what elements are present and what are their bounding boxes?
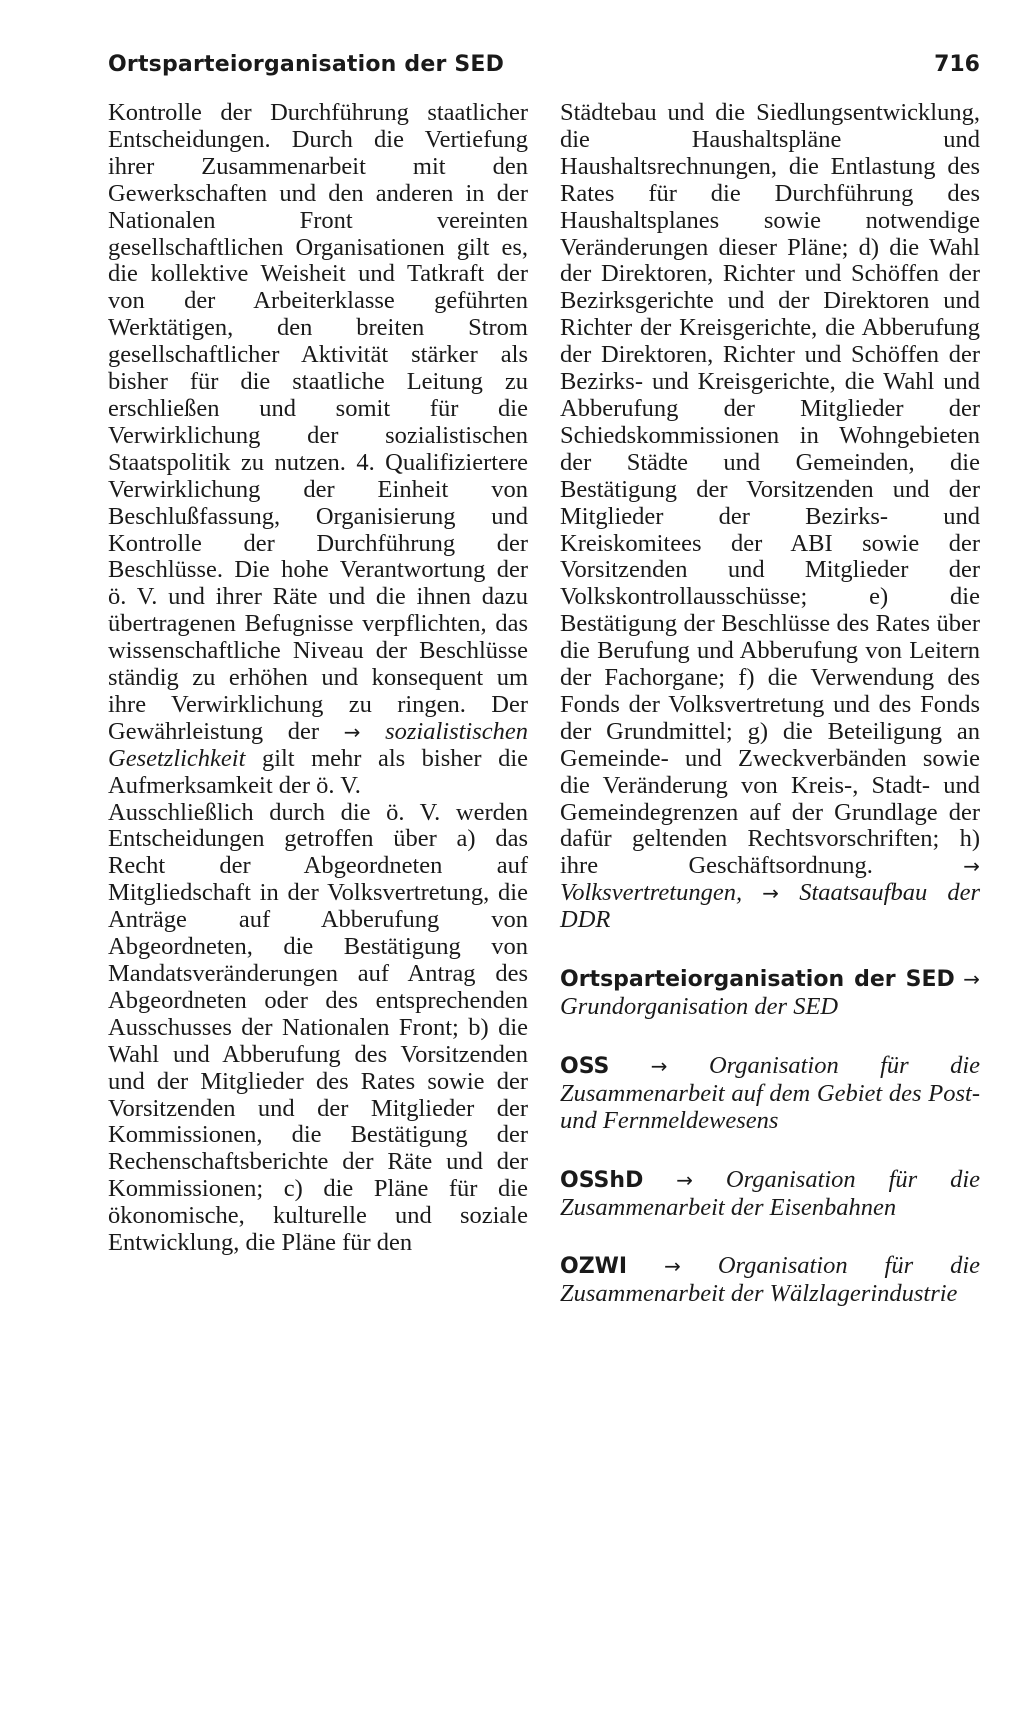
body-paragraph <box>560 100 980 934</box>
entry-headword: OSS <box>560 1053 610 1079</box>
cross-reference-link[interactable]: Volksvertretungen, <box>560 879 743 907</box>
dictionary-entry <box>560 1253 980 1308</box>
body-paragraph <box>108 100 528 800</box>
cross-reference-arrow: → <box>664 1254 681 1279</box>
cross-reference-arrow: → <box>963 967 981 992</box>
dictionary-entry <box>560 1053 980 1135</box>
page-number: 716 <box>934 52 980 77</box>
running-head-title: Ortsparteiorganisation der SED <box>108 52 505 77</box>
cross-reference-arrow: → <box>762 881 780 906</box>
body-text: Städtebau und die Siedlungsentwicklung, die Haushaltspläne und Haushaltsrechnungen, die Entlastung des Rates für die Durchführung des Haushaltsplanes sowie notwendige Veränderungen dieser Pläne; d) die Wahl der Direktoren, Richter und Schöffen der Bezirksgerichte und der Direktoren und Richter der Kreisgerichte, die Abberufung der Direktoren, Richter und Schöffen der Bezirks- und Kreisgerichte, die Wahl und Abberufung der Mitglieder der Schiedskommissionen in Wohngebieten der Städte und Gemeinden, die Bestätigung der Vorsitzenden und der Mitglieder der Bezirks- und Kreiskomitees der ABI sowie der Vorsitzenden und Mitglieder der Volkskontrollausschüsse; e) die Bestätigung der Beschlüsse des Rates über die Berufung und Abberufung von Leitern der Fachorgane; f) die Verwendung des Fonds der Volksvertretung und des Fonds der Grundmittel; g) die Beteiligung an Gemeinde- und Zweckverbänden sowie die Veränderung von Kreis-, Stadt- und Gemeindegrenzen auf der Grundlage der dafür geltenden Rechtsvorschriften; h) ihre Geschäftsordnung. <box>560 99 980 880</box>
dictionary-entry <box>560 966 980 1021</box>
cross-reference-link[interactable]: Staatsaufbau der DDR <box>560 879 981 934</box>
right-column <box>560 100 980 1308</box>
cross-reference-arrow: → <box>650 1053 668 1078</box>
body-text: gilt mehr als bisher die Aufmerksamkeit der ö. V. <box>108 744 528 799</box>
cross-reference-link[interactable]: Organisation für die Zusammenarbeit der Eisenbahnen <box>560 1165 981 1221</box>
cross-reference-arrow: → <box>676 1167 693 1192</box>
body-text: Kontrolle der Durchführung staatlicher Entscheidungen. Durch die Vertiefung ihrer Zusammenarbeit mit den Gewerkschaften und den anderen in der Nationalen Front vereinten gesellschaftlichen Organisationen gilt es, die kollektive Weisheit und Tatkraft der von der Arbeiterklasse geführten Werktätigen, den breiten Strom gesellschaftlicher Aktivität stärker als bisher für die staatliche Leitung zu erschließen und somit für die Verwirklichung der sozialistischen Staatspolitik zu nutzen. 4. Qualifiziertere Verwirklichung der Einheit von Beschlußfassung, Organisierung und Kontrolle der Durchführung der Beschlüsse. Die hohe Verantwortung der ö. V. und ihrer Räte und die ihnen dazu übertragenen Befugnisse verpflichten, das wissenschaftliche Niveau der Beschlüsse ständig zu erhöhen und konsequent um ihre Verwirklichung zu ringen. Der Gewährleistung der <box>108 99 528 745</box>
cross-reference-link[interactable]: Organisation für die Zusammenarbeit auf dem Gebiet des Post- und Fernmeldewesens <box>560 1051 981 1134</box>
cross-reference-link[interactable]: Grundorganisation der SED <box>560 993 839 1020</box>
cross-reference-link[interactable]: Organisation für die Zusammenarbeit der Wälzlagerindustrie <box>560 1252 981 1308</box>
left-column <box>108 100 528 1257</box>
cross-reference-arrow: → <box>963 854 980 879</box>
body-paragraph <box>108 800 528 1257</box>
running-head <box>108 52 980 88</box>
body-text: Ausschließlich durch die ö. V. werden Entscheidungen getroffen über a) das Recht der Abgeordneten auf Mitgliedschaft in der Volksvertretung, die Anträge auf Abberufung von Abgeordneten, die Bestätigung von Mandatsveränderungen auf Antrag des Abgeordneten oder des entsprechenden Ausschusses der Nationalen Front; b) die Wahl und Abberufung des Vorsitzenden und der Mitglieder des Rates sowie der Vorsitzenden und der Mitglieder der Kommissionen, die Bestätigung der Rechenschaftsberichte der Räte und der Kommissionen; c) die Pläne für die ökonomische, kulturelle und soziale Entwicklung, die Pläne für den <box>108 798 528 1257</box>
entry-headword: OSShD <box>560 1167 644 1193</box>
entry-headword: Ortsparteiorganisation der SED <box>560 967 955 993</box>
cross-reference-arrow: → <box>343 719 361 744</box>
cross-reference-link[interactable]: sozialistischen Gesetzlichkeit <box>108 717 529 772</box>
entry-headword: OZWI <box>560 1254 628 1280</box>
dictionary-entry <box>560 1167 980 1222</box>
